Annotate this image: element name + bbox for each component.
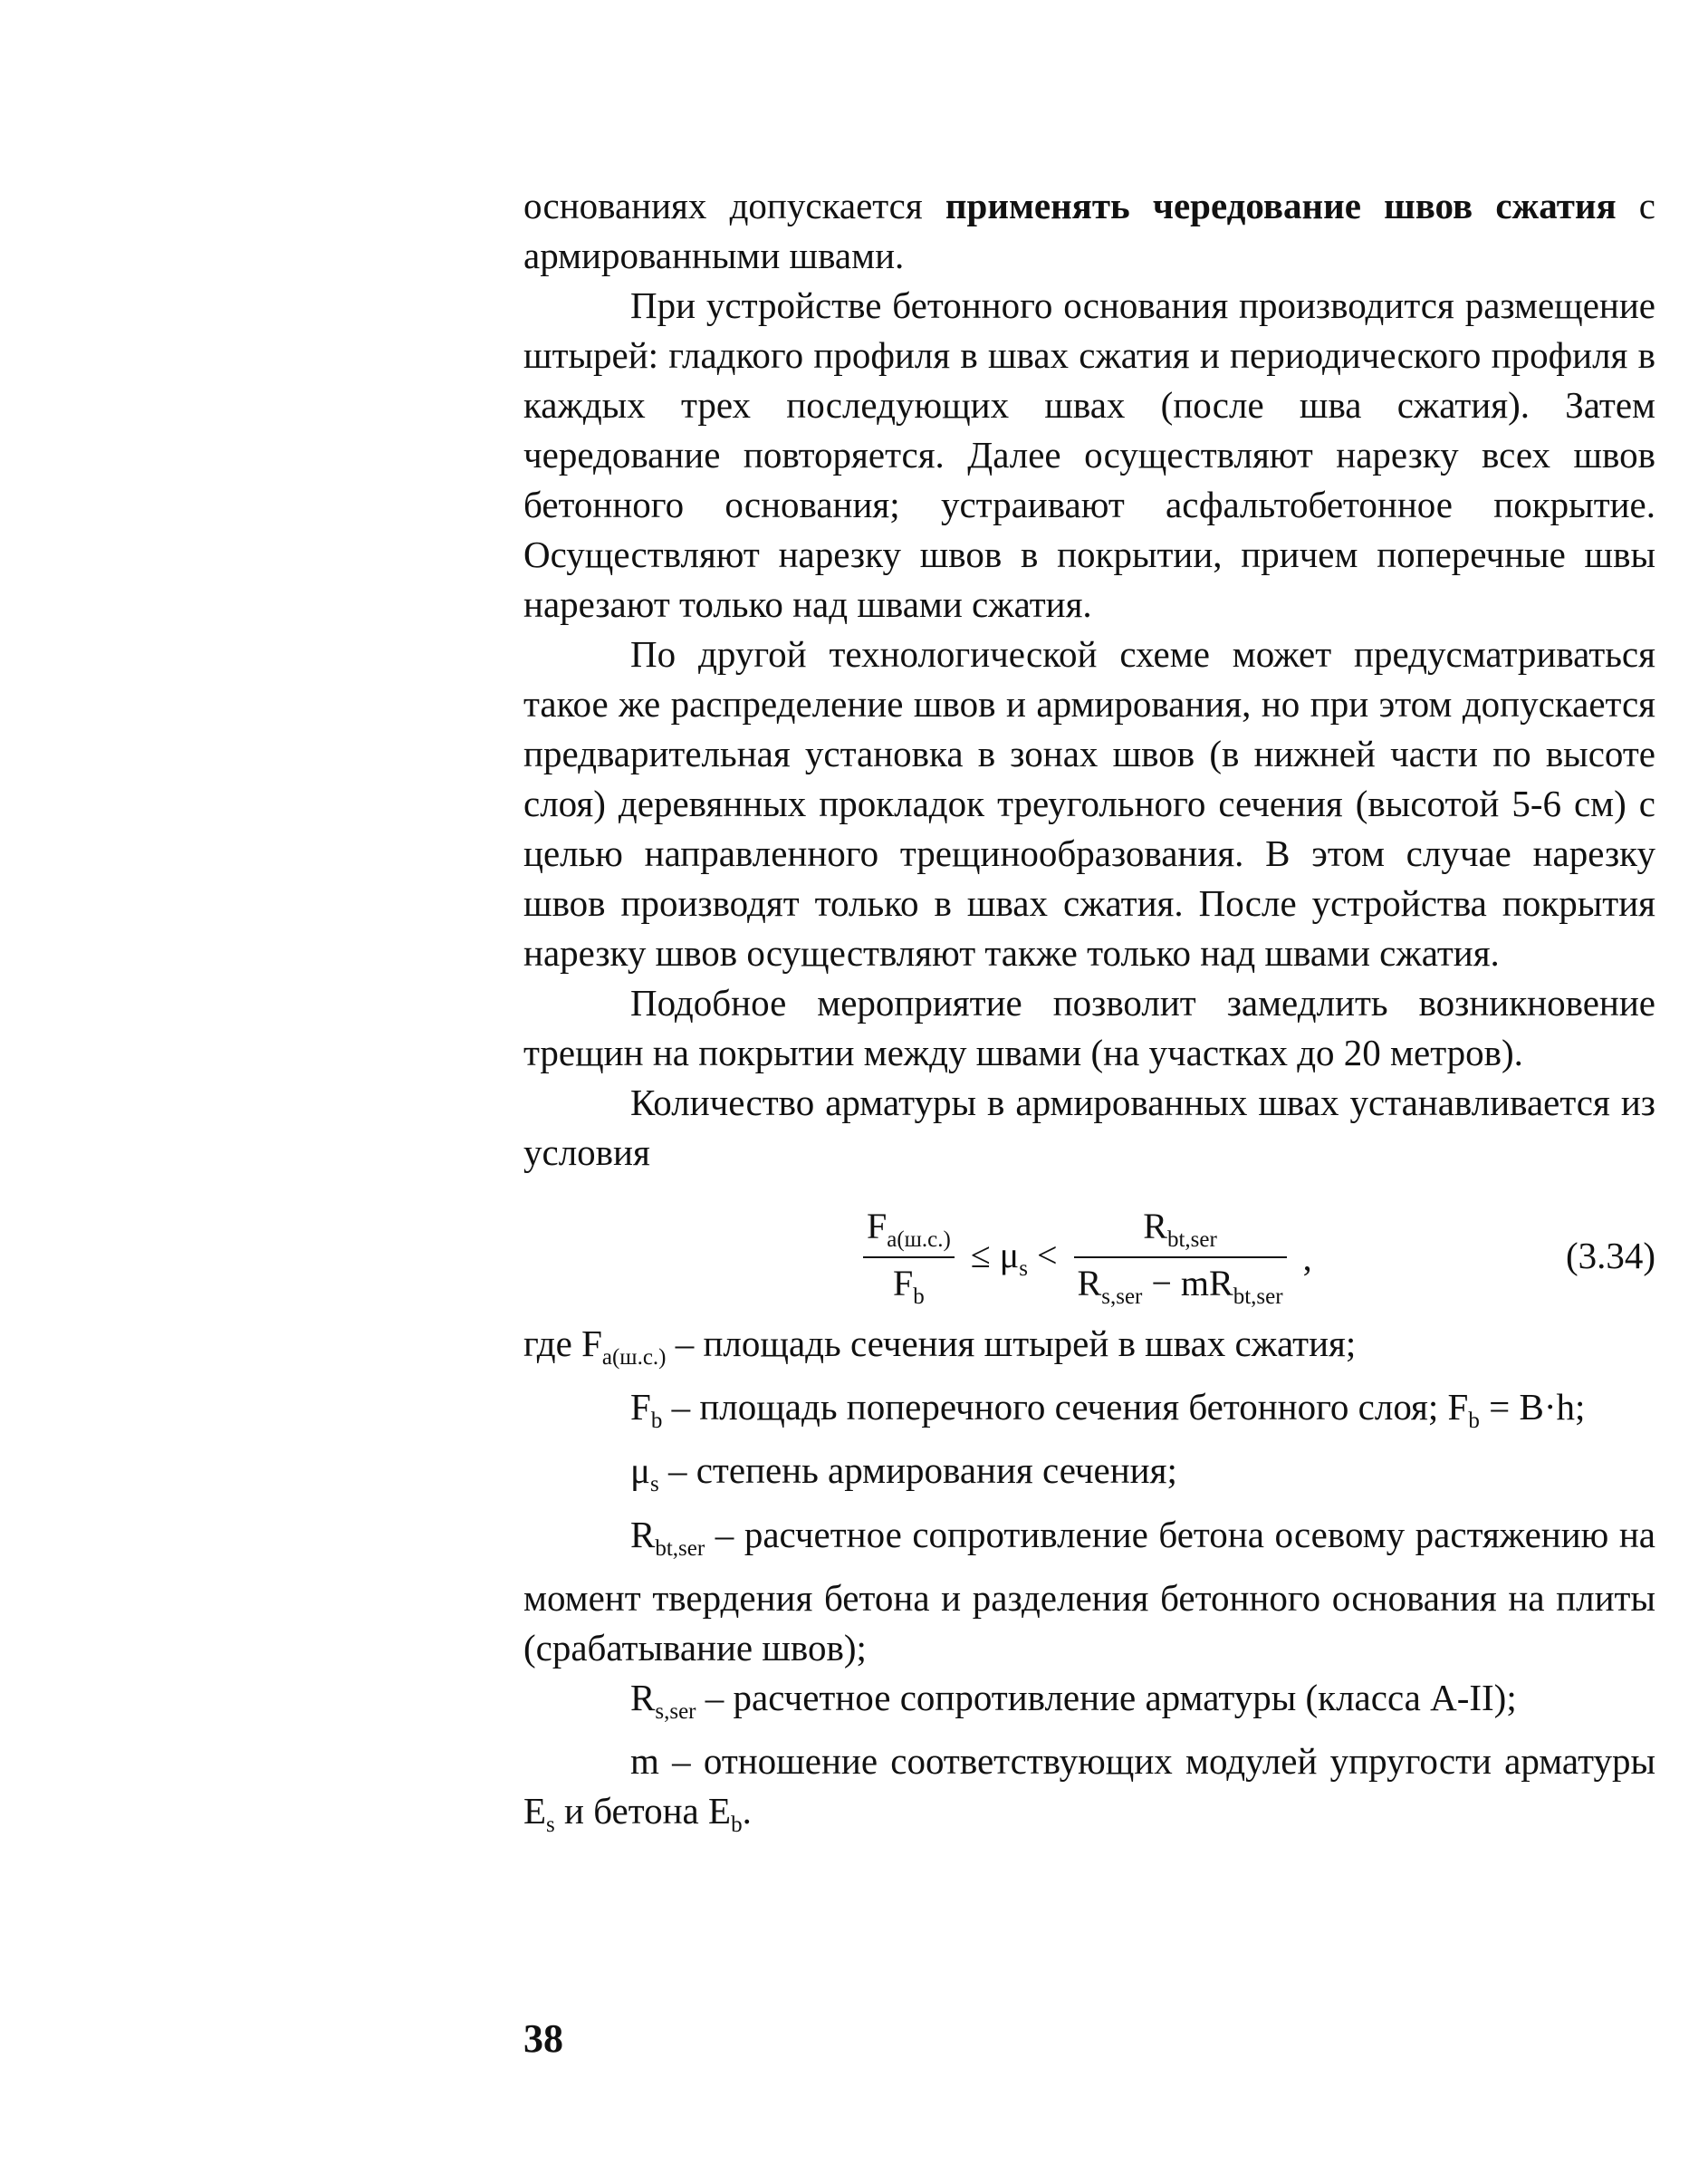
fraction-denominator: $F_b$ (893, 1263, 925, 1309)
fraction-numerator: $F_{a(ш.с.)}$ (863, 1205, 955, 1258)
resistance-denominator: $R_{s,ser} - mR_{bt,ser}$ (1077, 1263, 1283, 1309)
paragraph-3: По другой технологической схеме может предусматриваться такое же распределение швов и армирования, но при этом допускается предварительная установка в зонах швов (в нижней части по высоте слоя) деревянных прокладок треугольного сечения (высотой 5-6 см) с целью направленного трещинообразования. В этом случае нарезку швов производят только в швах сжатия. После устройства покрытия нарезку швов осуществляют также только над швами сжатия. (523, 633, 1655, 974)
page-body (523, 181, 1655, 1850)
paragraph-2: При устройстве бетонного основания производится размещение штырей: гладкого профиля в швах сжатия и периодического профиля в каждых трех последующих швах (после шва сжатия). Затем чередование повторяется. Далее осуществляют нарезку всех швов бетонного основания; устраивают асфальтобетонное покрытие. Осуществляют нарезку швов в покрытии, причем поперечные швы нарезают только над швами сжатия. (523, 284, 1655, 625)
formula-expression (863, 1205, 1319, 1310)
resistance-numerator: $R_{bt,ser}$ (1074, 1205, 1287, 1258)
paragraph-5: Количество арматуры в армированных швах устанавливается из условия (523, 1082, 1655, 1173)
definition-2: $F_b$ – площадь поперечного сечения бетонного слоя; $F_b = B\cdot h$; (630, 1386, 1586, 1434)
definition-1: где $F_{a(ш.с.)}$ – площадь сечения штырей в швах сжатия; (523, 1322, 1357, 1371)
definition-5: $R_{s,ser}$ – расчетное сопротивление арматуры (класса А-II); (630, 1676, 1517, 1724)
fraction-resistance (1074, 1205, 1287, 1310)
definition-3: $\mu_s$ – степень армирования сечения; (630, 1449, 1177, 1497)
formula-3-34 (523, 1205, 1655, 1313)
paragraph-1-end: с армированными швами. (523, 185, 1655, 276)
paragraph-1-bold: применять чередование швов сжатия (945, 185, 1617, 226)
fraction-area-ratio (863, 1205, 955, 1310)
paragraph-1-start: основаниях допускается (523, 185, 945, 226)
formula-comma: , (1302, 1236, 1312, 1278)
paragraph-1 (523, 181, 1655, 281)
mu-inequality: ≤ $\mu_s$ < (970, 1234, 1058, 1281)
definition-4: $R_{bt,ser}$ – расчетное сопротивление бетона осевому растяжению на момент твердения бетона и разделения бетонного основания на плиты (срабатывание швов); (523, 1513, 1655, 1669)
page-number: 38 (523, 2016, 563, 2061)
paragraph-4: Подобное мероприятие позволит замедлить возникновение трещин на покрытии между швами (на участках до 20 метров). (523, 982, 1655, 1073)
definition-6: m – отношение соответствующих модулей упругости арматуры $E_s$ и бетона $E_b$. (523, 1739, 1655, 1838)
equation-number: (3.34) (1565, 1235, 1655, 1276)
